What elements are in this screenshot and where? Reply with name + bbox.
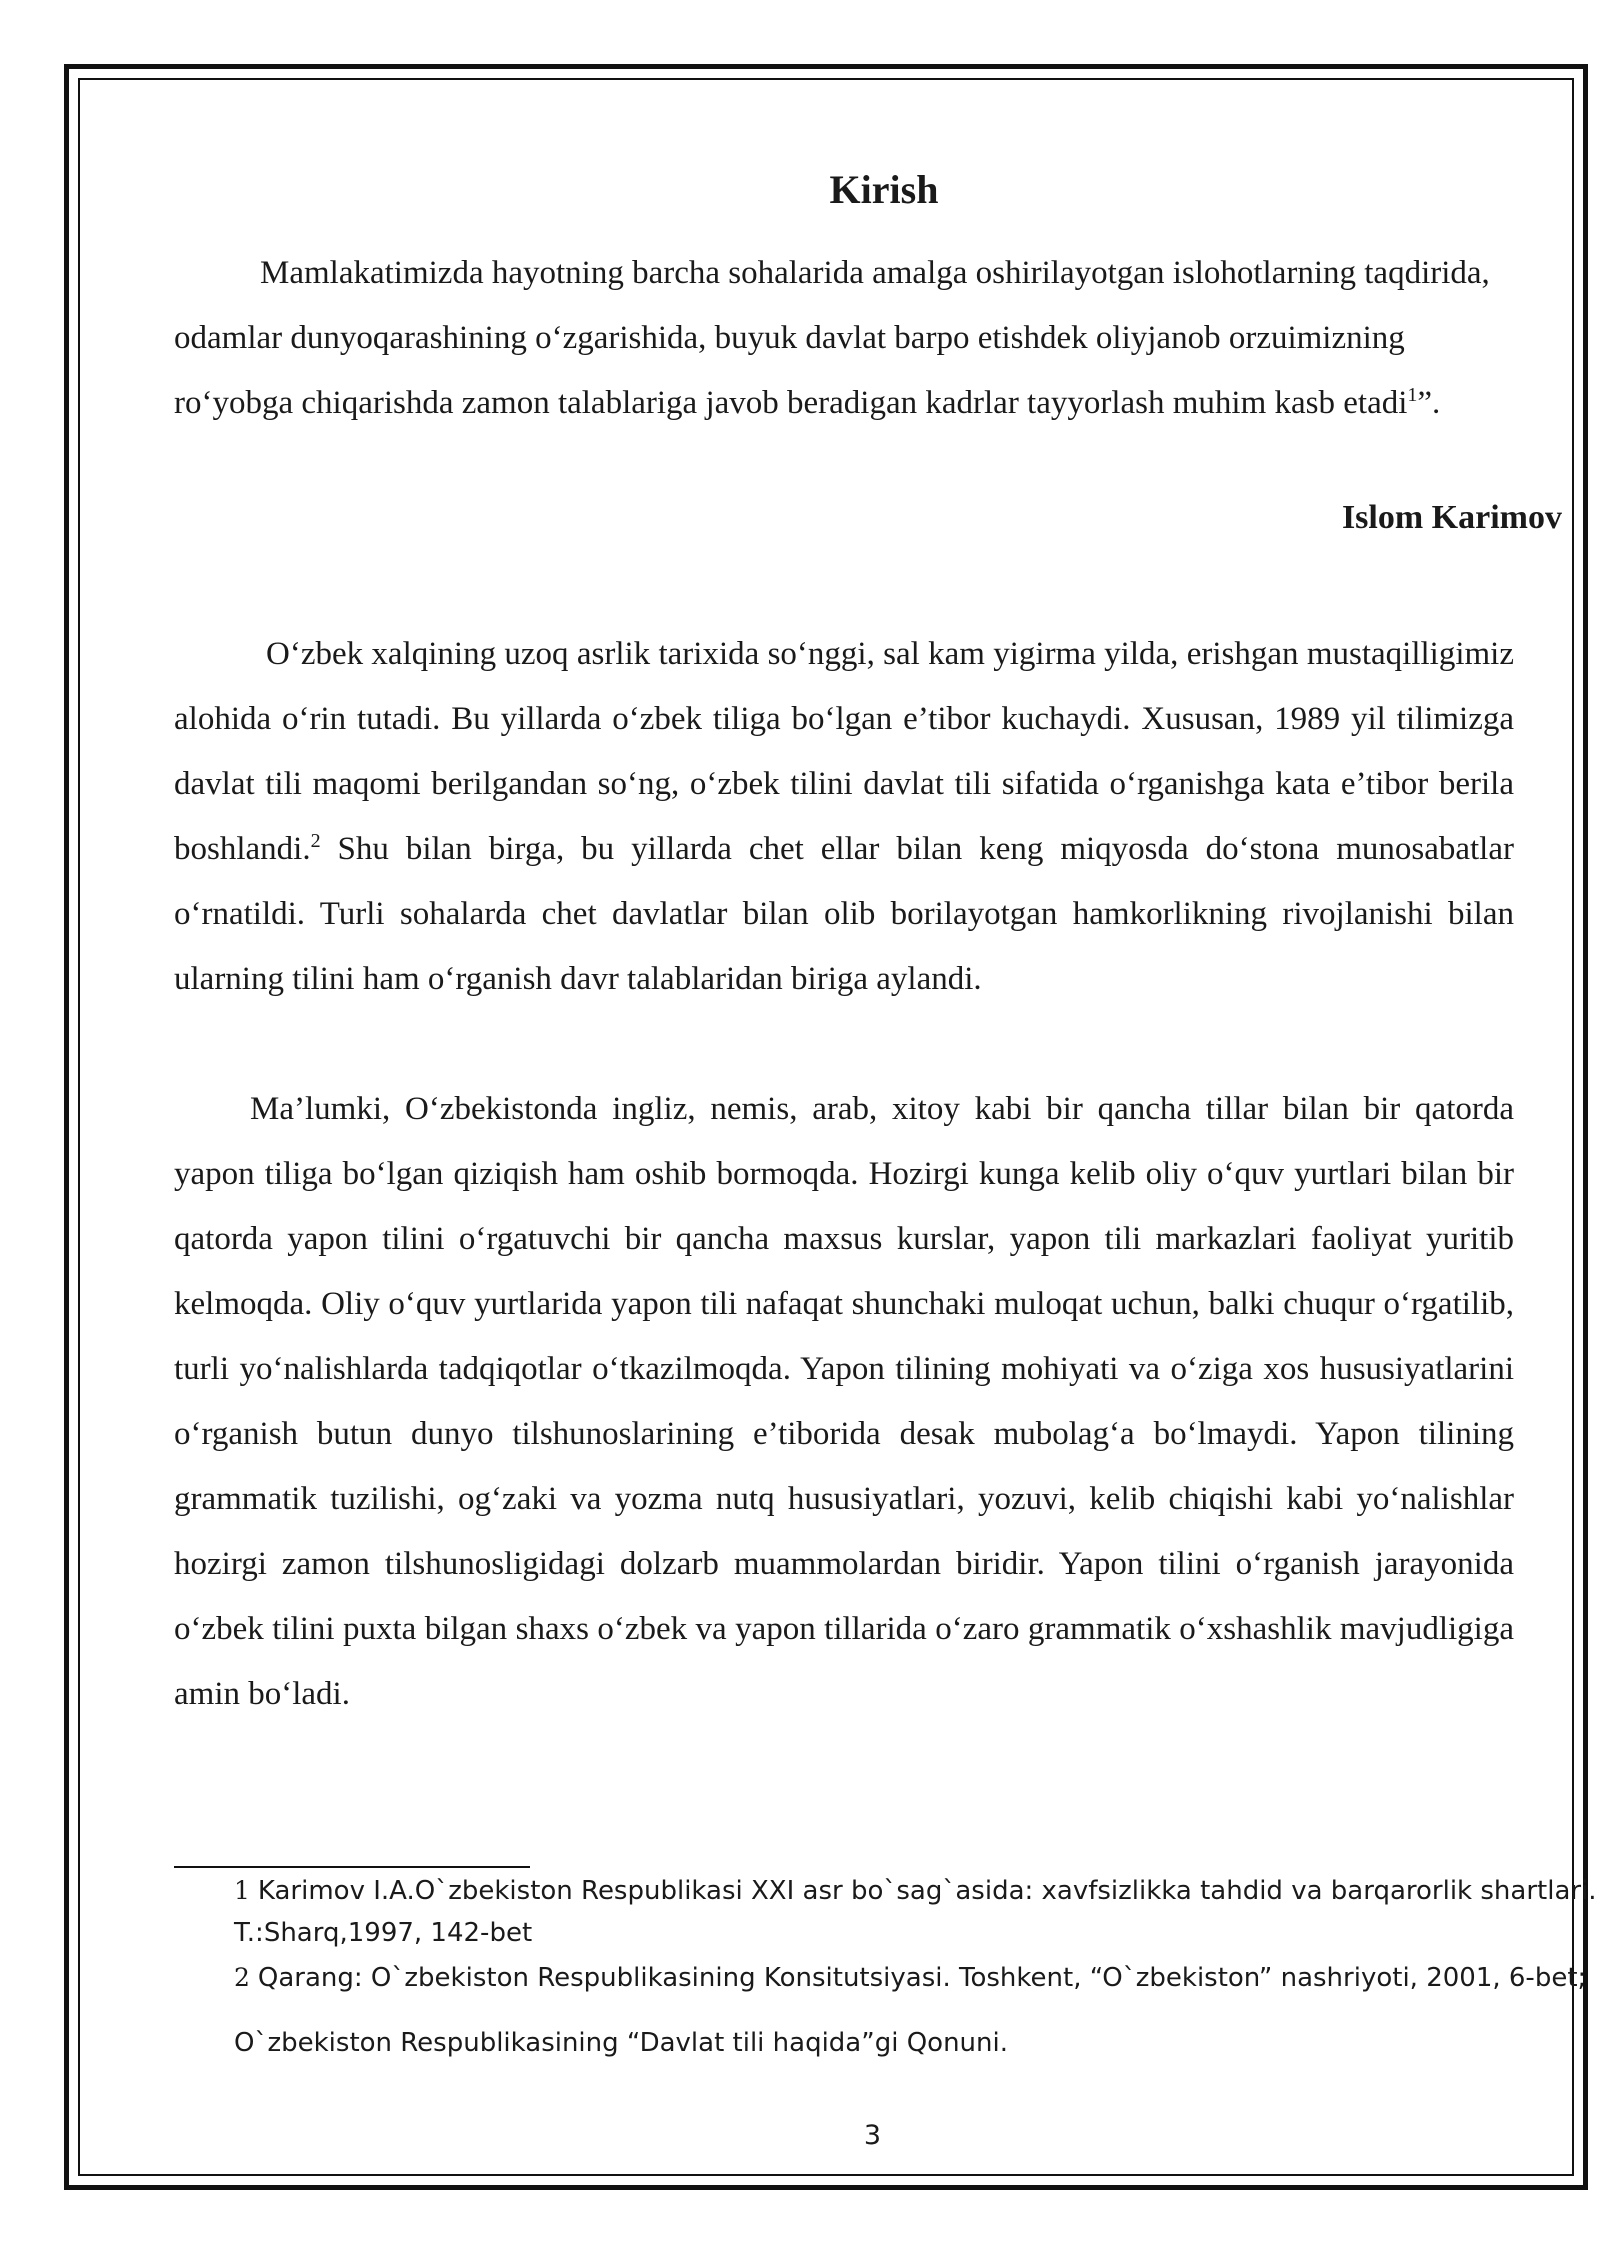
- footnote-2-continuation: O`zbekiston Respublikasining “Davlat tili haqida”gi Qonuni.: [234, 2028, 1008, 2058]
- footnote-ref-1[interactable]: 1: [1407, 384, 1418, 406]
- paragraph-2: Ma’lumki, O‘zbekistonda ingliz, nemis, arab, xitoy kabi bir qancha tillar bilan bir qatorda yapon tiliga bo‘lgan qiziqish ham oshib bormoqda. Hozirgi kunga kelib oliy o‘quv yurtlari bilan bir qatorda yapon tilini o‘rgatuvchi bir qancha maxsus kurslar, yapon tili markazlari faoliyat yuritib kelmoqda. Oliy o‘quv yurtlarida yapon tili nafaqat shunchaki muloqat uchun, balki chuqur o‘rgatilib, turli yo‘nalishlarda tadqiqotlar o‘tkazilmoqda. Yapon tilining mohiyati va o‘ziga xos hususiyatlarini o‘rganish butun dunyo tilshunoslarining e’tiborida desak mubolag‘a bo‘lmaydi. Yapon tilining grammatik tuzilishi, og‘zaki va yozma nutq hususiyatlari, yozuvi, kelib chiqishi kabi yo‘nalishlar hozirgi zamon tilshunosligidagi dolzarb muammolardan biridir. Yapon tilini o‘rganish jarayonida o‘zbek tilini puxta bilgan shaxs o‘zbek va yapon tillarida o‘zaro grammatik o‘xshashlik mavjudligiga amin bo‘ladi.: [174, 1091, 1514, 1712]
- footnote-2-number: 2: [234, 1963, 250, 1992]
- footnote-1: [234, 1870, 1597, 1912]
- epigraph-closing: ”.: [1417, 385, 1441, 421]
- footnote-2: [234, 1957, 1586, 1999]
- footnote-1-line1: Karimov I.A.O`zbekiston Respublikasi XXI asr bo`sag`asida: xavfsizlikka tahdid va barqarorlik shartlari.: [257, 1876, 1597, 1906]
- epigraph-text: Mamlakatimizda hayotning barcha sohalarida amalga oshirilayotgan islohotlarning taqdirida, odamlar dunyoqarashining o‘zgarishida, buyuk davlat barpo etishdek oliyjanob orzuimizning ro‘yobga chiqarishda zamon talablariga javob beradigan kadrlar tayyorlash muhim kasb etadi: [174, 255, 1490, 421]
- page-title: Kirish: [829, 167, 939, 212]
- paragraph-1: [174, 622, 1514, 1012]
- paragraph-1-text-before: O‘zbek xalqining uzoq asrlik tarixida so‘nggi, sal kam yigirma yilda, erishgan mustaqilligimiz alohida o‘rin tutadi. Bu yillarda o‘zbek tiliga bo‘lgan e’tibor kuchaydi. Xususan, 1989 yil tilimizga davlat tili maqomi berilgandan so‘ng, o‘zbek tilini davlat tili sifatida o‘rganishga kata e’tibor berila boshlandi.: [174, 636, 1514, 867]
- epigraph-quote: [174, 241, 1514, 436]
- footnote-separator: [174, 1866, 530, 1868]
- epigraph-author: Islom Karimov: [1341, 499, 1562, 536]
- footnote-1-continuation: T.:Sharq,1997, 142-bet: [234, 1918, 533, 1948]
- footnote-2-line1: Qarang: O`zbekiston Respublikasining Konsitutsiyasi. Toshkent, “O`zbekiston” nashriyoti, 2001, 6-bet;: [257, 1963, 1587, 1993]
- footnote-1-number: 1: [234, 1876, 250, 1905]
- paragraph-1-text-after: Shu bilan birga, bu yillarda chet ellar bilan keng miqyosda do‘stona munosabatlar o‘rnatildi. Turli sohalarda chet davlatlar bilan olib borilayotgan hamkorlikning rivojlanishi bilan ularning tilini ham o‘rganish davr talablaridan biriga aylandi.: [174, 831, 1514, 997]
- footnote-ref-2[interactable]: 2: [310, 830, 321, 852]
- page-number: 3: [863, 2120, 882, 2151]
